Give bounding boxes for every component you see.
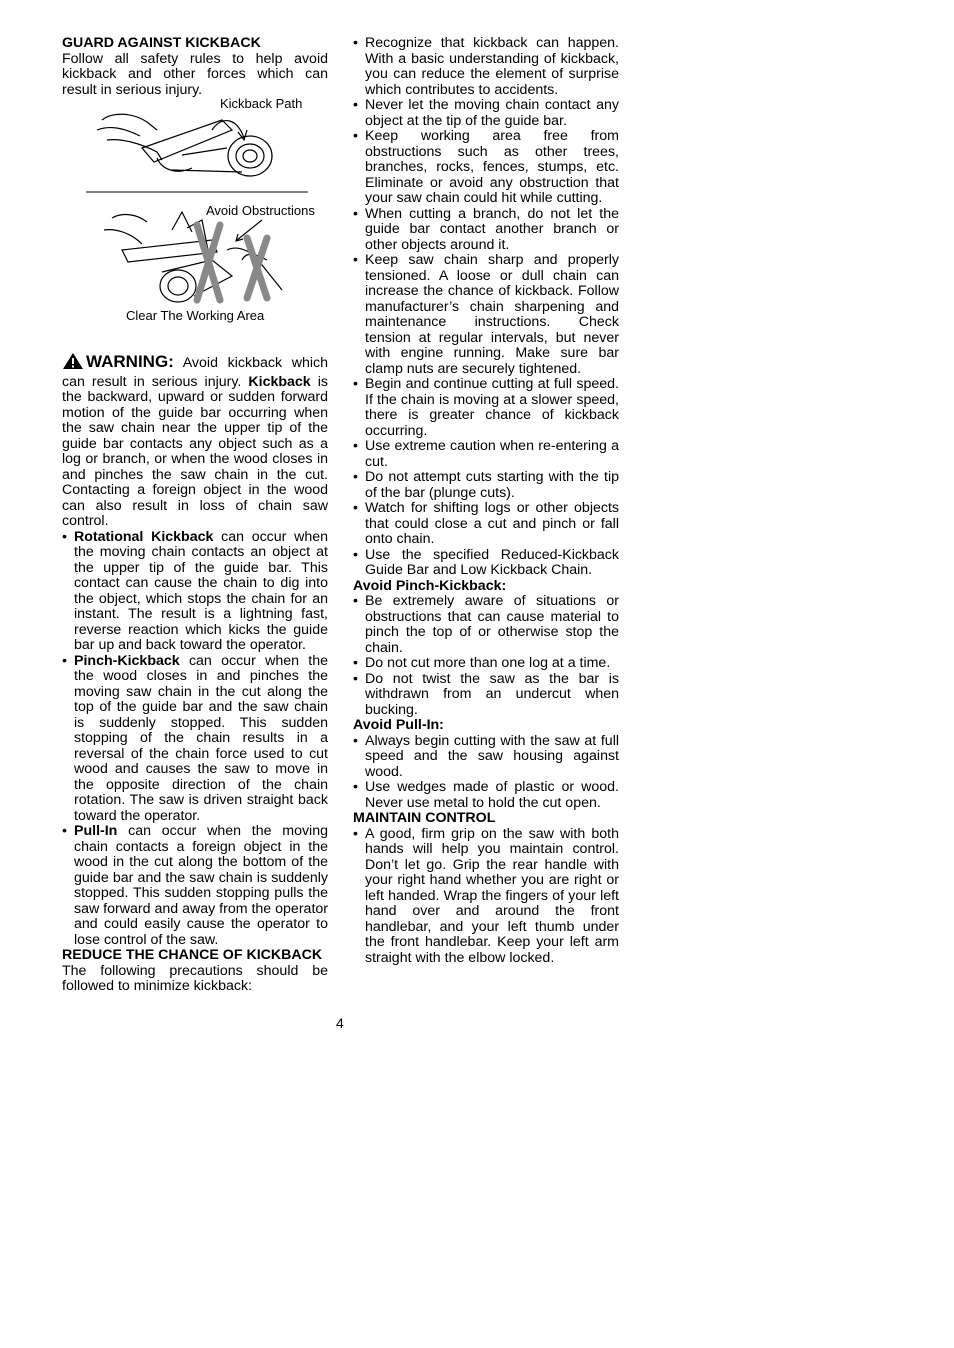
- intro-paragraph: Follow all safety rules to help avoid kickback and other forces which can result in serious injury.: [62, 50, 328, 98]
- left-column: [62, 36, 328, 995]
- list-item: • Never let the moving chain contact any object at the tip of the guide bar.: [353, 98, 619, 129]
- list-item: • When cutting a branch, do not let the guide bar contact another branch or other objects around it.: [353, 207, 619, 254]
- description: can occur when the moving chain contacts a foreign object in the wood in the cut along the bottom of the guide bar and the saw chain is suddenly stopped. This sudden stopping pulls the saw forward and away from the operator and could easily cause the operator to lose control of the saw.: [74, 823, 328, 948]
- label-kickback-path: Kickback Path: [220, 96, 303, 111]
- heading-avoid-pinch-kickback: Avoid Pinch-Kickback:: [353, 577, 507, 594]
- list-item: • Watch for shifting logs or other objects that could close a cut and pinch or fall onto chain.: [353, 501, 619, 548]
- list-item: [62, 824, 328, 948]
- description: can occur when the the wood closes in and pinches the moving saw chain in the cut along the top of the guide bar and the saw chain is suddenly stopped. This sudden stopping of the chain results in a reversal of the chain force used to cut wood and causes the saw to move in the opposite direction of the chain rotation. The saw is driven straight back toward the operator.: [74, 652, 328, 824]
- list-item: • Use extreme caution when re-entering a cut.: [353, 439, 619, 470]
- right-column: [353, 36, 619, 966]
- warning-label: WARNING:: [86, 352, 174, 371]
- term: Rotational Kickback: [74, 528, 214, 545]
- label-avoid-obstructions: Avoid Obstructions: [206, 203, 315, 218]
- warning-paragraph: [62, 352, 328, 530]
- precautions-list: [353, 36, 619, 579]
- pinch-kickback-list: [353, 594, 619, 718]
- label-clear-working-area: Clear The Working Area: [126, 308, 265, 323]
- page-number: 4: [336, 1015, 344, 1031]
- list-item: • Use the specified Reduced-Kickback Guide Bar and Low Kickback Chain.: [353, 548, 619, 579]
- warning-triangle-icon: [62, 352, 84, 375]
- maintain-control-list: [353, 827, 619, 967]
- term: Pull-In: [74, 823, 118, 839]
- heading-reduce-chance: REDUCE THE CHANCE OF KICKBACK: [62, 947, 323, 963]
- list-item: [62, 530, 328, 654]
- list-item: • Always begin cutting with the saw at full speed and the saw housing against wood.: [353, 734, 619, 781]
- list-item: • Recognize that kickback can happen. With a basic understanding of kickback, you can reduce the element of surprise which contributes to accidents.: [353, 36, 619, 98]
- description: can occur when the moving chain contacts an object at the upper tip of the guide bar. This contact can cause the chain to dig into the object, which stops the chain for an instant. The result is a lightning fast, reverse reaction which kicks the guide bar up and back toward the operator.: [74, 528, 329, 653]
- warning-text: Avoid kickback which can result in serious injury.: [62, 355, 328, 390]
- kickback-term: Kickback: [248, 373, 311, 390]
- term: Pinch-Kickback: [74, 652, 180, 669]
- kickback-illustration: [62, 96, 328, 330]
- heading-avoid-pull-in: Avoid Pull-In:: [353, 717, 444, 733]
- kickback-types-list: [62, 530, 328, 949]
- list-item: • Do not attempt cuts starting with the tip of the bar (plunge cuts).: [353, 470, 619, 501]
- list-item: • Keep saw chain sharp and properly tensioned. A loose or dull chain can increase the chance of kickback. Follow manufacturer’s chain sharpening and maintenance instructions. Check tension at regular intervals, but never with engine running. Make sure bar clamp nuts are securely tightened.: [353, 253, 619, 377]
- list-item: • Be extremely aware of situations or obstructions that can cause material to pinch the top of or otherwise stop the chain.: [353, 594, 619, 656]
- list-item: • Do not cut more than one log at a time.: [353, 656, 619, 672]
- heading-maintain-control: MAINTAIN CONTROL: [353, 810, 496, 826]
- precautions-intro: The following precautions should be followed to minimize kickback:: [62, 962, 328, 994]
- list-item: • Do not twist the saw as the bar is withdrawn from an undercut when bucking.: [353, 672, 619, 719]
- pull-in-list: [353, 734, 619, 812]
- heading-guard-against-kickback: GUARD AGAINST KICKBACK: [62, 35, 261, 51]
- warning-text-cont: is the backward, upward or sudden forward motion of the guide bar occurring when the saw chain near the upper tip of the guide bar contacts any object such as a log or branch, or when the wood closes in and pinches the saw chain in the cut. Contacting a foreign object in the wood can also result in loss of chain saw control.: [62, 373, 328, 529]
- list-item: • A good, firm grip on the saw with both hands will help you maintain control. Don’t let go. Grip the rear handle with your right hand whether you are right or left handed. Wrap the fingers of your left hand over and around the front handlebar, and your left thumb under the front handlebar. Keep your left arm straight with the elbow locked.: [353, 827, 619, 967]
- list-item: • Use wedges made of plastic or wood. Never use metal to hold the cut open.: [353, 780, 619, 811]
- list-item: • Keep working area free from obstructions such as other trees, branches, rocks, fences, stumps, etc. Eliminate or avoid any obstruction that your saw chain could hit while cutting.: [353, 129, 619, 207]
- list-item: [62, 654, 328, 825]
- list-item: • Begin and continue cutting at full speed. If the chain is moving at a slower speed, there is greater chance of kickback occurring.: [353, 377, 619, 439]
